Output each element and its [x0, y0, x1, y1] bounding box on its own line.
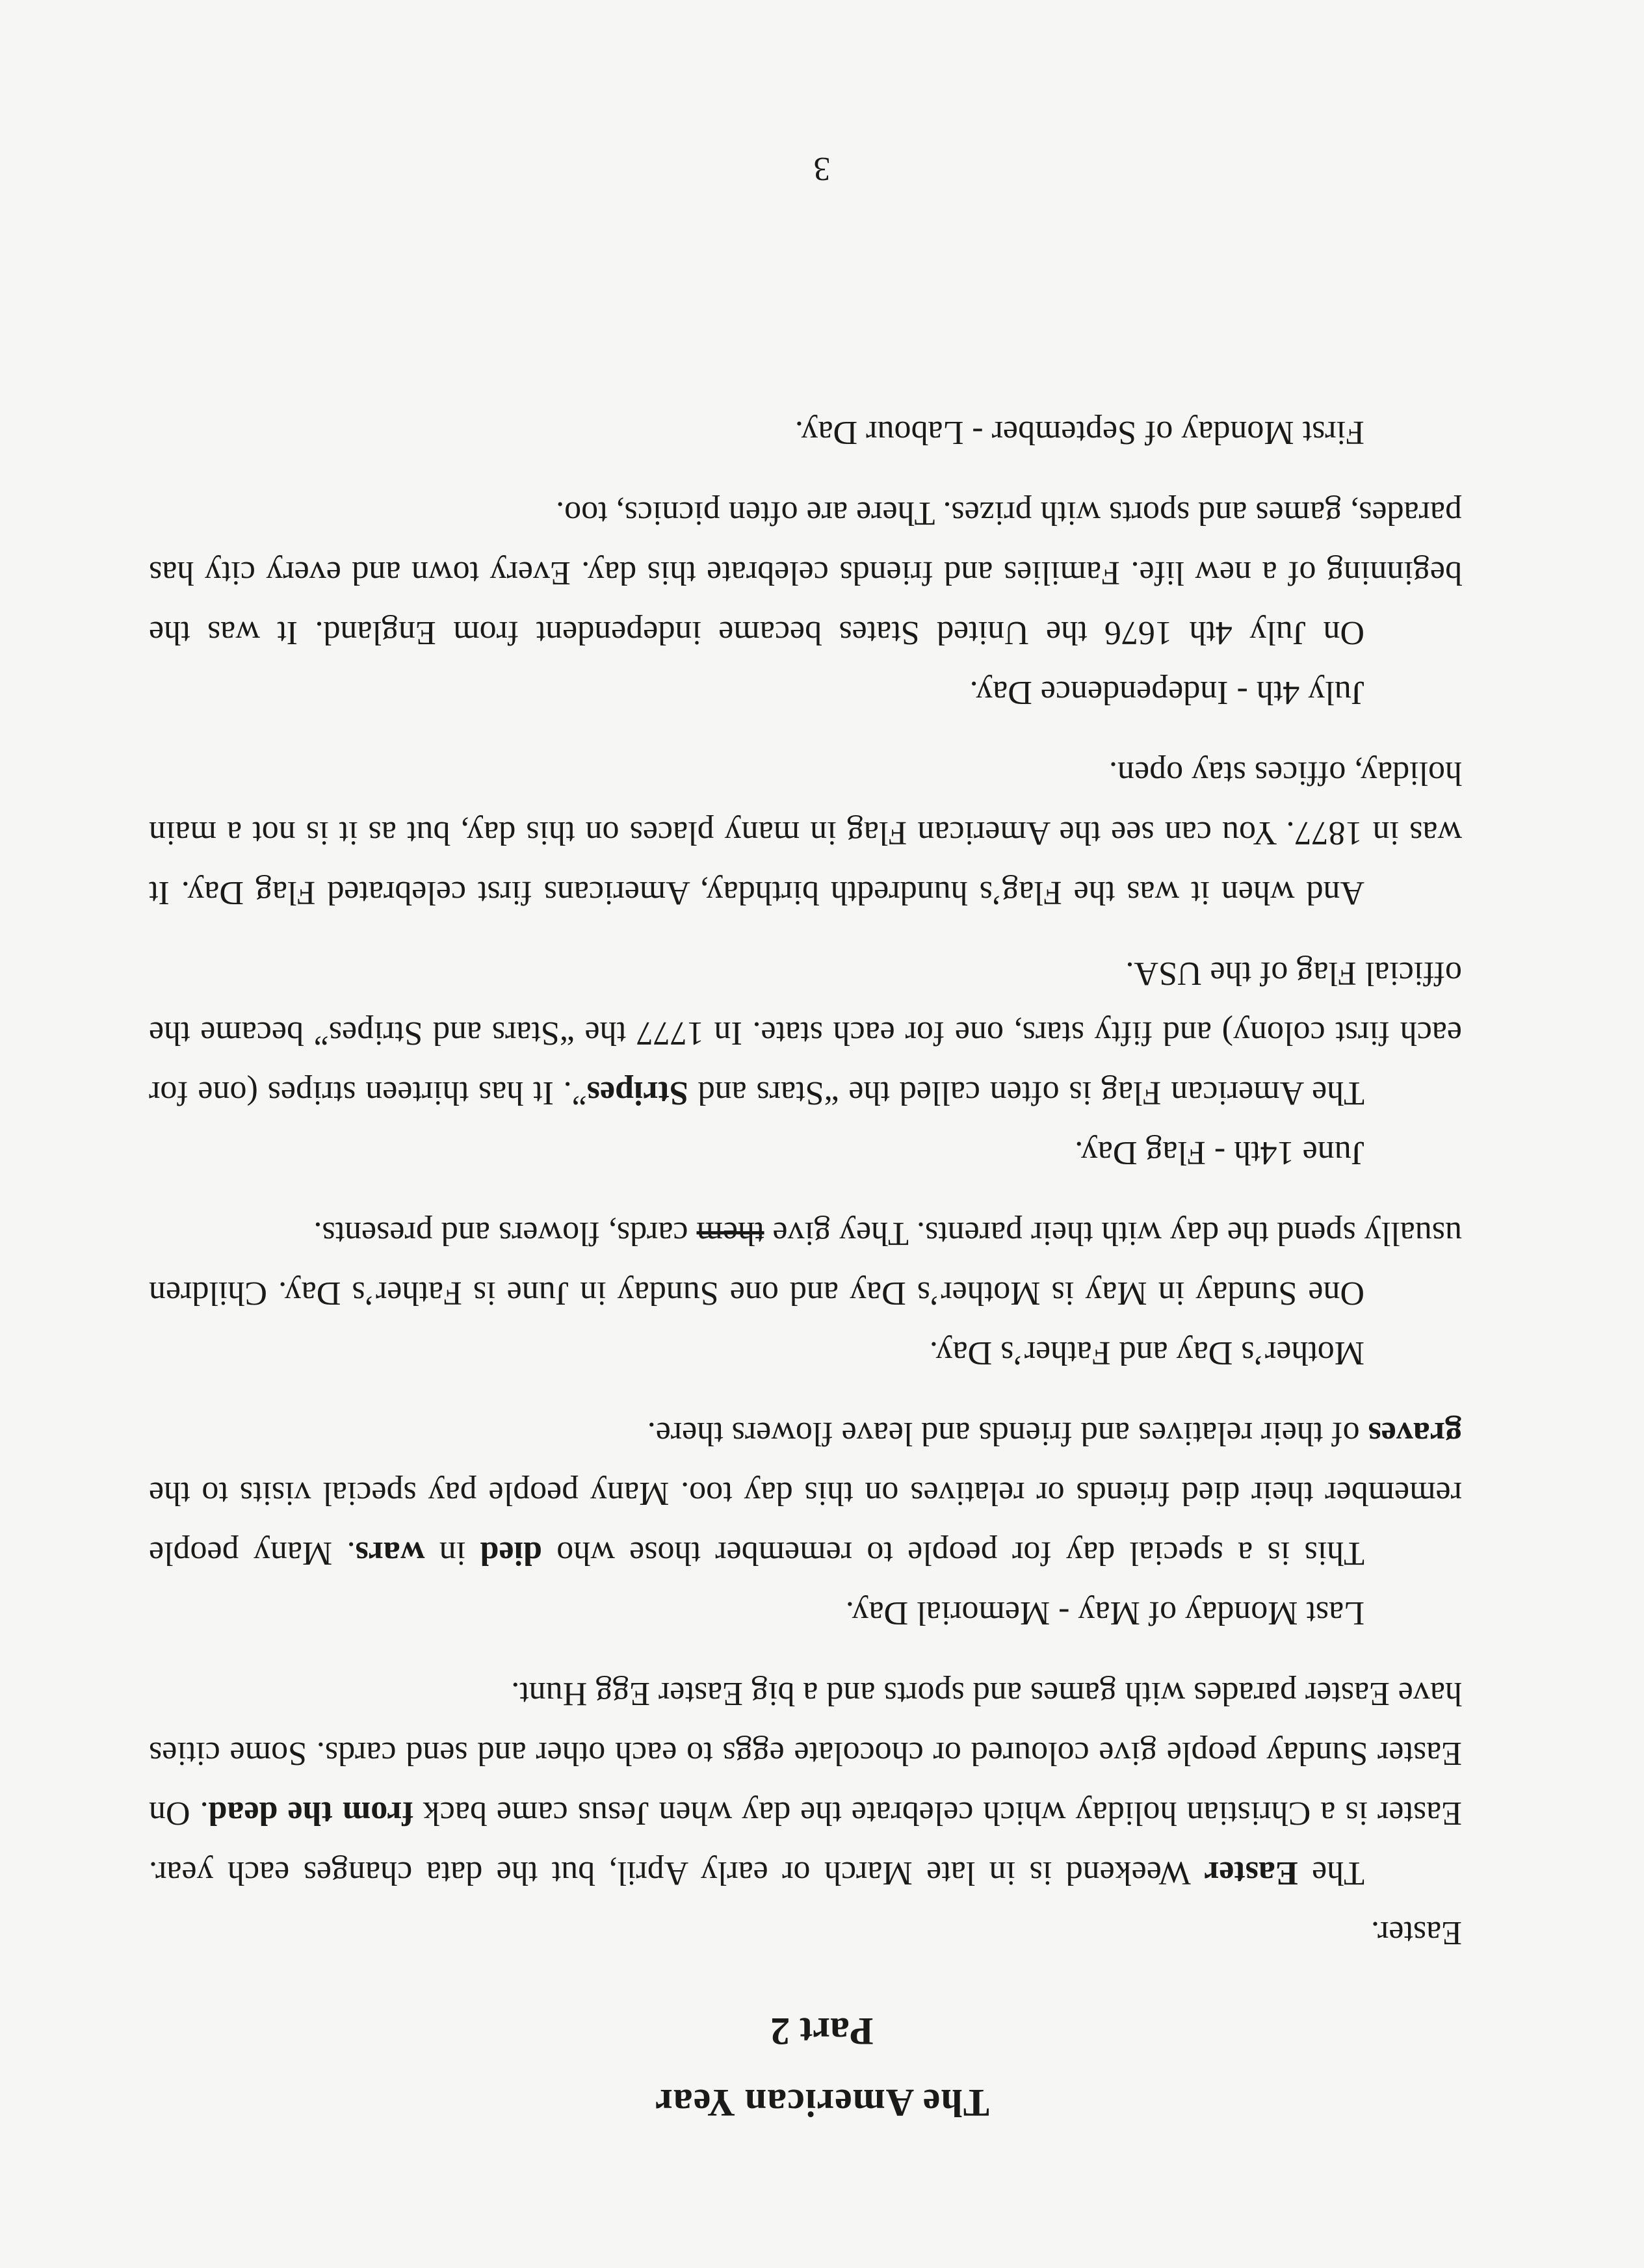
section-heading: First Monday of September - Labour Day. [794, 414, 1364, 451]
section [149, 743, 1462, 922]
text-run: One Sunday in May is Mother’s Day and one Sunday in June is Father’s Day. Children usually spend the day with their parents. They give [149, 1215, 1462, 1312]
section-paragraph [149, 1403, 1462, 1583]
section-paragraph [149, 483, 1462, 662]
section-paragraph [149, 743, 1462, 922]
section-paragraph [149, 943, 1462, 1123]
section-heading: Last Monday of May - Memorial Day. [845, 1595, 1364, 1632]
section-paragraph [149, 1203, 1462, 1323]
section [149, 1203, 1462, 1383]
text-run: And when it was the Flag’s hundredth birthday, Americans first celebrated Flag Day. It was in 1877. You can see the American Flag in many places on this day, but as it is not a main holiday, offices stay open. [149, 755, 1462, 911]
text-run: of their relatives and friends and leave flowers there. [647, 1415, 1368, 1452]
text-run: in [424, 1535, 480, 1572]
text-run: The [1298, 1855, 1364, 1892]
bold-text: died [480, 1535, 542, 1572]
text-run: Weekend is in late March or early April, but the data changes each year. Easter is a Christian holiday which celebrate the day when Jesus came back [148, 1795, 1462, 1892]
section [149, 943, 1462, 1182]
section-heading: July 4th - Independence Day. [969, 674, 1364, 711]
text-run: them [696, 1215, 764, 1252]
bold-text: graves [1368, 1415, 1462, 1452]
bold-text: from the dead [208, 1795, 413, 1832]
bold-text: wars [355, 1535, 425, 1572]
page-subtitle: Part 2 [770, 2010, 874, 2053]
text-run: . Many people remember their died friends or relatives on this day too. Many people pay special visits to the [149, 1475, 1462, 1572]
page-title: The American Year [655, 2081, 989, 2124]
text-run: . On Easter Sunday people give coloured or chocolate eggs to each other and send cards. Some cities have Easter parades with games and sports and a big Easter Egg Hunt. [149, 1675, 1462, 1832]
section [149, 483, 1462, 722]
bold-text: Easter [1204, 1855, 1298, 1892]
page-number: 3 [813, 150, 831, 187]
section-heading: Easter. [1370, 1914, 1462, 1951]
section-paragraph [149, 1663, 1462, 1903]
section [149, 1663, 1462, 1962]
text-run: cards, flowers and presents. [313, 1215, 697, 1252]
bold-text: Stripes [586, 1075, 688, 1112]
text-run: ”. It has thirteen stripes (one for each first colony) and fifty stars, one for each state. In 1777 the “Stars and Stripes” became the official Flag of the USA. [149, 955, 1462, 1112]
section-heading: Mother’s Day and Father’s Day. [929, 1335, 1364, 1372]
text-run: On July 4th 1676 the United States became independent from England. It was the beginning of a new life. Families and friends celebrate this day. Every town and every city has parades, games and sports with prizes. There are often picnics, too. [149, 495, 1462, 651]
section [149, 1403, 1462, 1643]
text-run: The American Flag is often called the “Stars and [688, 1075, 1364, 1112]
section [149, 402, 1462, 462]
body-text [149, 382, 1462, 1962]
section-heading: June 14th - Flag Day. [1075, 1134, 1364, 1171]
text-run: This is a special day for people to remember those who [541, 1535, 1364, 1572]
